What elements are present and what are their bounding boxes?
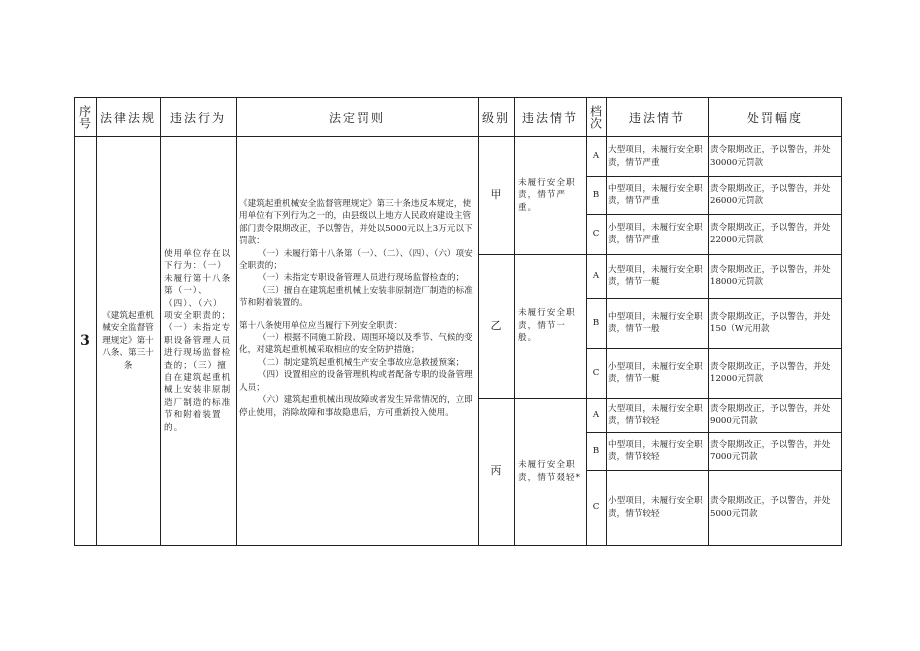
grade-divider-6 (586, 398, 842, 399)
bing-b-range: 责令限期改正，予以警告，并处7000元罚款 (710, 439, 831, 462)
penalty-para-8: （四）设置相应的设备管理机构或者配备专职的设备管理人员； (239, 370, 473, 393)
header-law: 法律法规 (99, 110, 156, 125)
bing-a-range: 责令限期改正，予以警告，并处9000元罚款 (710, 403, 831, 426)
jia-grade-a: A (592, 151, 600, 162)
jia-grade-c: C (592, 228, 600, 239)
jia-c-circumstance: 小型项目，未履行安全职责，情节严重 (608, 222, 703, 245)
header-circumstance-detail: 违法情节 (628, 110, 685, 125)
yi-a-circumstance: 大型项目，未履行安全职责，情节一艇 (608, 264, 703, 287)
penalty-cell (237, 198, 477, 498)
col-line-4 (478, 97, 479, 546)
grade-divider-8 (586, 470, 842, 471)
yi-b-circumstance: 中型项目，未履行安全职责，情节一般 (608, 311, 703, 334)
col-line-9 (841, 97, 842, 546)
penalty-para-3: （一）未指定专职设备管理人员进行现场监督检查的； (257, 273, 465, 284)
bing-grade-a: A (592, 409, 600, 420)
grade-divider-3 (586, 254, 842, 255)
level-yi-circumstance: 未履行安全职责，情节一般。 (518, 308, 576, 344)
jia-a-circumstance: 大型项目，未履行安全职责，情节严重 (608, 145, 703, 168)
penalty-para-4: （三）擅自在建筑起重机械上安装非原制造厂制造的标准节和附着装置的。 (239, 285, 473, 309)
col-line-3 (236, 97, 237, 546)
level-bing: 丙 (490, 464, 502, 478)
col-line-6 (586, 97, 587, 546)
penalty-para-2: （一）未履行第十八条第（一）、（二）、（四）、（六）项安全职责的； (239, 248, 473, 272)
col-line-7 (606, 97, 607, 546)
level-bing-circumstance: 未履行安全职责，情节叕轻* (518, 460, 581, 483)
header-seq (74, 97, 96, 137)
header-grade (586, 97, 606, 137)
level-divider-1 (478, 254, 586, 255)
jia-b-range: 责令限期改正，予以警告，并处26000元罚款 (710, 183, 831, 206)
header-level: 级别 (481, 110, 510, 125)
col-line-1 (96, 97, 97, 546)
penalty-para-7: （二）制定建筑起重机械生产安全事故应急救援预案； (257, 357, 465, 368)
bing-grade-c: C (592, 502, 600, 513)
col-line-0 (74, 97, 75, 546)
bing-b-circumstance: 中型项目，未履行安全职责，情节较轻 (608, 439, 703, 462)
table-bottom-border (74, 545, 842, 546)
penalty-para-9: （六）建筑起重机械出现故障或者发生异常情况的，立即停止使用，消除故障和事故隐患后，方可重新投入使用。 (239, 395, 473, 418)
level-yi: 乙 (490, 318, 502, 332)
bing-c-circumstance: 小型项目，未履行安全职责，情节较轻 (608, 496, 703, 519)
bing-grade-b: B (592, 445, 600, 456)
col-line-8 (708, 97, 709, 546)
jia-c-range: 责令限期改正，予以警告，并处22000元罚款 (710, 222, 831, 245)
col-line-5 (514, 97, 515, 546)
yi-grade-b: B (592, 317, 600, 328)
col-line-2 (160, 97, 161, 546)
header-circumstance: 违法情节 (521, 110, 578, 125)
penalty-para-6: （一）根据不同施工阶段、周围环境以及季节、气候的变化，对建筑起重机械采取相应的安全防护措施； (239, 333, 473, 356)
bing-a-circumstance: 大型项目，未履行安全职责，情节较轻 (608, 403, 703, 426)
yi-grade-a: A (592, 270, 600, 281)
penalty-para-1: 《建筑起重机械安全监督管理规定》第三十条违反本规定，使用单位有下列行为之一的，由县级以上地方人民政府建设主管部门责令限期改正，予以警告，并处以5000元以上3万元以下罚款： (239, 199, 473, 247)
grade-divider-1 (586, 176, 842, 177)
yi-a-range: 责令限期改正，予以警告，并处18000元罚款 (710, 264, 831, 287)
level-divider-2 (478, 398, 586, 399)
header-penalty-range: 处罚幅度 (746, 110, 803, 125)
yi-b-range: 责令限期改正，予以警告，并处150（W元用款 (710, 311, 831, 334)
jia-b-circumstance: 中型项目，未履行安全职责，情节严重 (608, 183, 703, 206)
yi-c-range: 责令限期改正，予以警告，并处12000元罚款 (710, 361, 831, 384)
header-penalty: 法定罚则 (328, 110, 385, 125)
grade-divider-4 (586, 298, 842, 299)
grade-divider-7 (586, 432, 842, 433)
penalty-para-5: 第十八条使用单位应当履行下列安全职责： (239, 320, 403, 331)
bing-c-range: 责令限期改正，予以警告，并处5000元罚款 (710, 496, 831, 519)
law-cell: 《建筑起重机械安全监督管理规定》第十八条、第三十条 (102, 310, 154, 371)
header-bottom-border (74, 136, 842, 137)
grade-divider-2 (586, 214, 842, 215)
act-cell: 使用单位存在以下行为：（一）未履行第十八条第（一）、（四）、（六）项安全职责的；（一）未指定专职设备管理人员进行现场监督检查的；（三）擅自在建筑起重机械上安装非原制造厂制造的标准节和附着装置的。 (164, 248, 232, 433)
grade-divider-5 (586, 348, 842, 349)
header-seq-text: 序号 (77, 105, 92, 129)
level-jia: 甲 (490, 188, 502, 202)
header-act: 违法行为 (169, 110, 226, 125)
table-top-border (74, 97, 842, 98)
row-seq: 3 (80, 332, 90, 349)
yi-c-circumstance: 小型项目，未履行安全职责，情节一艇 (608, 361, 703, 384)
header-grade-text: 档次 (588, 105, 603, 129)
level-jia-circumstance: 未履行安全职责，情节严重。 (518, 177, 576, 213)
jia-grade-b: B (592, 189, 600, 200)
jia-a-range: 责令限期改正，予以警告，并处30000元罚款 (710, 145, 831, 168)
yi-grade-c: C (592, 367, 600, 378)
